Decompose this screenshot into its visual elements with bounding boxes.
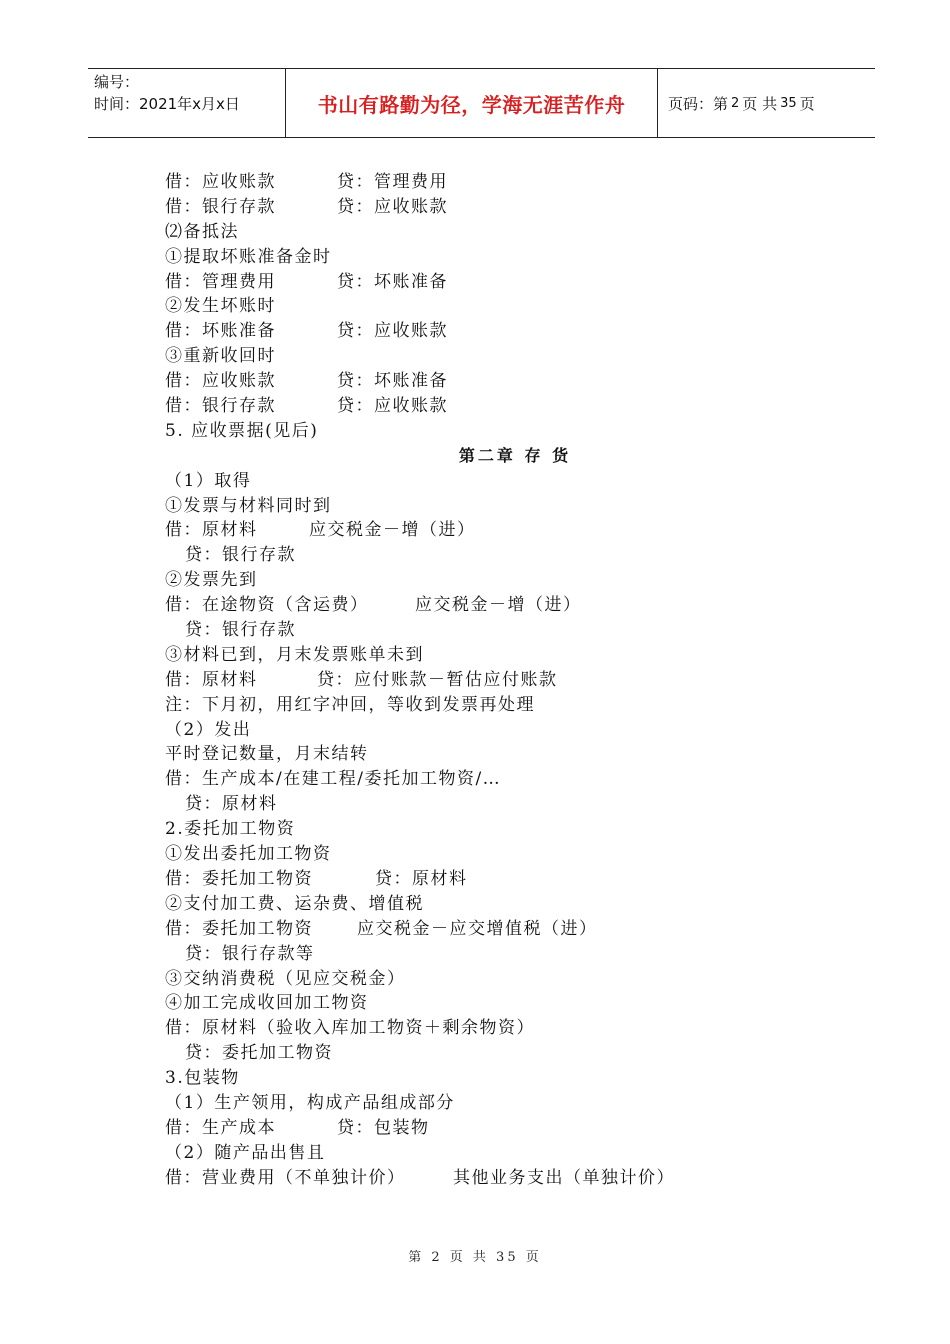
- line-text: 借：委托加工物资: [165, 868, 313, 889]
- text-line: [165, 693, 865, 718]
- line-text: 3.包装物: [165, 1068, 240, 1089]
- line-text: 借：生产成本/在建工程/委托加工物资/…: [165, 769, 502, 790]
- text-line: [165, 842, 865, 867]
- text-line: [165, 817, 865, 842]
- text-line: [165, 618, 865, 643]
- line-text-right: 应交税金－增（进）: [415, 595, 582, 616]
- line-text: 借：在途物资（含运费）: [165, 595, 369, 616]
- line-text: 贷：委托加工物资: [185, 1043, 333, 1064]
- line-text-right: 应交税金－应交增值税（进）: [357, 918, 598, 939]
- line-text: ④加工完成收回加工物资: [165, 993, 369, 1014]
- text-line: [165, 942, 865, 967]
- time-label: 时间：2021年x月x日: [94, 95, 240, 113]
- line-text-right: 应交税金－增（进）: [309, 520, 476, 541]
- line-text-right: 贷：应收账款: [337, 196, 448, 217]
- line-text: 借：原材料（验收入库加工物资＋剩余物资）: [165, 1018, 535, 1039]
- line-text: 借：生产成本: [165, 1117, 276, 1138]
- line-text: 2.委托加工物资: [165, 819, 296, 840]
- line-text: ③重新收回时: [165, 346, 276, 367]
- header-page-info: [658, 69, 875, 137]
- line-text: ③交纳消费税（见应交税金）: [165, 968, 406, 989]
- text-line: [165, 967, 865, 992]
- line-text: 贷：银行存款: [185, 545, 296, 566]
- page-header: [88, 68, 875, 138]
- line-text: ②支付加工费、运杂费、增值税: [165, 893, 424, 914]
- text-line: [165, 1066, 865, 1091]
- line-text: （1）生产领用，构成产品组成部分: [165, 1092, 455, 1113]
- text-line: [165, 1141, 865, 1166]
- line-text: 借：应收账款: [165, 371, 276, 392]
- text-line: [165, 245, 865, 270]
- document-body: [165, 170, 865, 1191]
- line-text: 借：原材料: [165, 669, 258, 690]
- line-text-right: 贷：原材料: [375, 868, 468, 889]
- line-text-right: 贷：坏账准备: [337, 371, 448, 392]
- line-text: ③材料已到，月末发票账单未到: [165, 644, 424, 665]
- text-line: [165, 319, 865, 344]
- line-text: 借：银行存款: [165, 396, 276, 417]
- page-total: 35: [780, 95, 797, 111]
- line-text: 借：原材料: [165, 520, 258, 541]
- text-line: [165, 294, 865, 319]
- text-line: [165, 394, 865, 419]
- text-line: [165, 767, 865, 792]
- text-line: [165, 643, 865, 668]
- text-line: [165, 917, 865, 942]
- text-line: [165, 270, 865, 295]
- text-line: [165, 668, 865, 693]
- text-line: [165, 1016, 865, 1041]
- header-meta: [88, 69, 286, 137]
- line-text-right: 贷：应付账款－暂估应付账款: [317, 669, 558, 690]
- line-text: ①发票与材料同时到: [165, 495, 332, 516]
- line-text: 借：应收账款: [165, 172, 276, 192]
- text-line: [165, 419, 865, 444]
- line-text: 贷：银行存款等: [185, 943, 315, 964]
- page-mid: 页 共: [742, 94, 778, 113]
- line-text-right: 其他业务支出（单独计价）: [453, 1167, 675, 1188]
- line-text: （2）随产品出售且: [165, 1142, 326, 1163]
- text-line: [165, 220, 865, 245]
- text-line: [165, 518, 865, 543]
- line-text-right: 贷：坏账准备: [337, 271, 448, 292]
- text-line: [165, 892, 865, 917]
- line-text: 借：银行存款: [165, 196, 276, 217]
- text-line: [165, 718, 865, 743]
- text-line: [165, 543, 865, 568]
- line-text: 注：下月初，用红字冲回，等收到发票再处理: [165, 694, 535, 715]
- text-line: [165, 170, 865, 195]
- text-line: [165, 991, 865, 1016]
- code-label: 编号：: [94, 73, 140, 91]
- line-text: ②发票先到: [165, 570, 258, 591]
- page-prefix: 页码：第: [668, 94, 729, 113]
- line-text-right: 贷：包装物: [337, 1117, 430, 1138]
- text-line: [165, 344, 865, 369]
- motto-text: 书山有路勤为径，学海无涯苦作舟: [317, 92, 626, 117]
- text-line: [165, 593, 865, 618]
- page-number: 2: [731, 95, 740, 111]
- chapter-heading: 第二章 存 货: [458, 445, 572, 465]
- line-text-right: 贷：应收账款: [337, 321, 448, 342]
- text-line: [165, 1041, 865, 1066]
- text-line: [165, 494, 865, 519]
- line-text: 贷：银行存款: [185, 620, 296, 641]
- header-motto-cell: [286, 69, 658, 137]
- text-line: [165, 1091, 865, 1116]
- line-text: ①发出委托加工物资: [165, 844, 332, 865]
- text-line: [165, 1116, 865, 1141]
- text-line: [165, 742, 865, 767]
- line-text: 借：管理费用: [165, 271, 276, 292]
- line-text-right: 贷：应收账款: [337, 396, 448, 417]
- line-text: 借：委托加工物资: [165, 918, 313, 939]
- line-text: ①提取坏账准备金时: [165, 246, 332, 267]
- line-text: ②发生坏账时: [165, 296, 276, 317]
- line-text: （2）发出: [165, 719, 252, 740]
- line-text: （1）取得: [165, 470, 252, 491]
- line-text: 借：营业费用（不单独计价）: [165, 1167, 406, 1188]
- text-line: [165, 568, 865, 593]
- text-line: [165, 369, 865, 394]
- line-text: 借：坏账准备: [165, 321, 276, 342]
- line-text: ⑵备抵法: [165, 221, 239, 242]
- line-text-right: 贷：管理费用: [337, 172, 448, 192]
- line-text: 平时登记数量，月末结转: [165, 744, 369, 765]
- text-line: [165, 792, 865, 817]
- line-text: 5. 应收票据(见后): [165, 420, 319, 441]
- text-line: [165, 867, 865, 892]
- page-suffix: 页: [799, 94, 815, 113]
- line-text: 贷：原材料: [185, 794, 278, 815]
- text-line: [165, 469, 865, 494]
- text-line: [165, 195, 865, 220]
- page-footer: 第 2 页 共 35 页: [408, 1250, 542, 1265]
- text-line: [165, 1166, 865, 1191]
